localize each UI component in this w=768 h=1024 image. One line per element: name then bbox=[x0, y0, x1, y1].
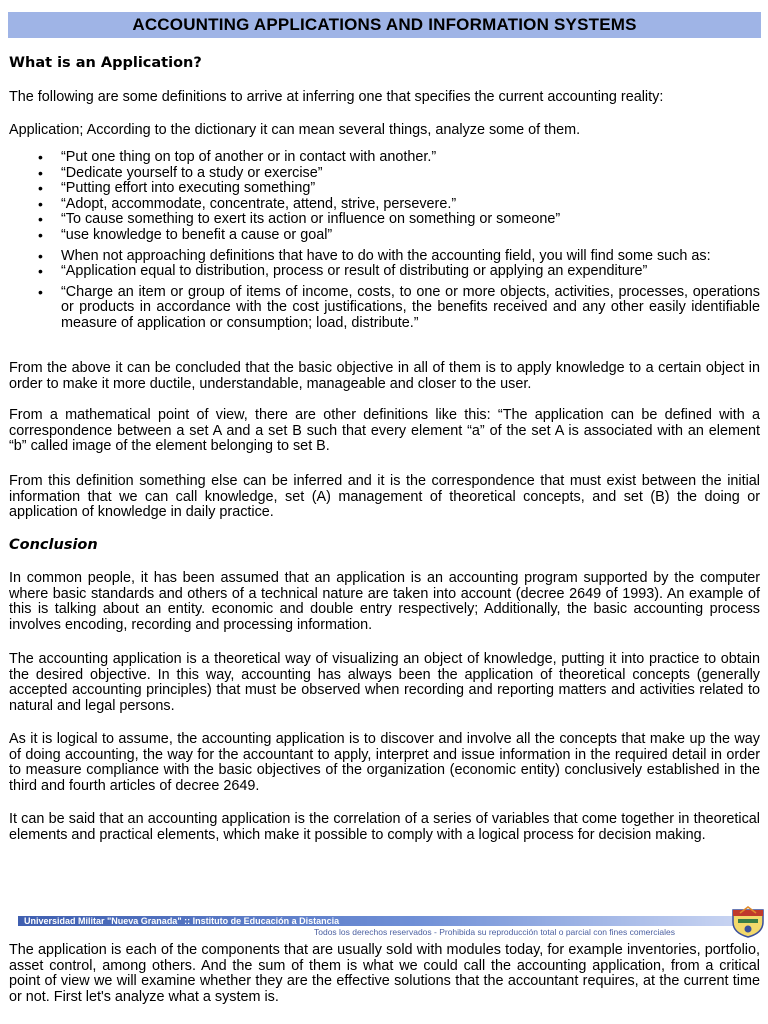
list-item-text: “Application equal to distribution, process or result of distributing or applying an expenditure” bbox=[61, 263, 648, 280]
common-paragraph: In common people, it has been assumed that an application is an accounting program supported by the computer where basic standards and others of a technical nature are taken into account (decree 2649 of 1993). An example of this is talking about an entity. economic and double entry respectively; Additionally, the basic accounting process involves encoding, recording and processing information. bbox=[9, 570, 760, 633]
bullet-icon: • bbox=[38, 180, 43, 197]
infer-paragraph: From this definition something else can be inferred and it is the correspondence that must exist between the initial information that we can call knowledge, set (A) management of theoretical concepts, and set (B) the doing or application of knowledge in daily practice. bbox=[9, 473, 760, 521]
bullet-icon: • bbox=[38, 149, 43, 165]
list-item-text: “Adopt, accommodate, concentrate, attend, strive, persevere.” bbox=[61, 195, 457, 212]
bullet-icon: • bbox=[38, 226, 43, 243]
intro-paragraph: The following are some definitions to arrive at inferring one that specifies the current accounting reality: bbox=[9, 89, 664, 105]
definition-list bbox=[0, 150, 760, 332]
list-item bbox=[0, 264, 760, 280]
list-item-text: “use knowledge to benefit a cause or goal” bbox=[61, 226, 333, 243]
list-item bbox=[0, 249, 760, 265]
footer-strip: Universidad Militar "Nueva Granada" :: Instituto de Educación a Distancia bbox=[18, 916, 736, 926]
list-item-text: “Put one thing on top of another or in contact with another.” bbox=[61, 149, 437, 165]
list-item bbox=[0, 166, 760, 182]
logical-paragraph: As it is logical to assume, the accounting application is to discover and involve all the concepts that make up the way of doing accounting, the way for the accountant to apply, interpret and issue information in the required detail in order to measure compliance with the basic objectives of the organization (economic entity) conclusively established in the third and fourth articles of decree 2649. bbox=[9, 731, 760, 794]
bullet-icon: • bbox=[38, 263, 43, 280]
list-item-text: When not approaching definitions that have to do with the accounting field, you will find some such as: bbox=[61, 247, 711, 264]
list-item bbox=[0, 181, 760, 197]
heading-conclusion: Conclusion bbox=[9, 537, 98, 553]
list-item-text: “Putting effort into executing something” bbox=[61, 180, 316, 197]
institution-footer bbox=[18, 912, 753, 938]
list-item-text: “Charge an item or group of items of income, costs, to one or more objects, activities, processes, operations or products in accordance with the cost justifications, the benefits received and any other easily identifiable measure of application or consumption; load, distribute.” bbox=[61, 283, 760, 331]
bullet-icon: • bbox=[38, 247, 43, 264]
heading-what-is-application: What is an Application? bbox=[9, 55, 202, 71]
list-item bbox=[0, 228, 760, 244]
conclude-paragraph: From the above it can be concluded that the basic objective in all of them is to apply knowledge to a certain object in order to make it more ductile, understandable, manageable and closer to the user. bbox=[9, 360, 760, 392]
dictionary-paragraph: Application; According to the dictionary it can mean several things, analyze some of them. bbox=[9, 122, 581, 138]
list-item-text: “Dedicate yourself to a study or exercise” bbox=[61, 164, 323, 181]
footer-rights-text: Todos los derechos reservados - Prohibida su reproducción total o parcial con fines comerciales bbox=[314, 927, 675, 937]
list-item bbox=[0, 285, 760, 332]
list-item bbox=[0, 150, 760, 166]
list-item bbox=[0, 197, 760, 213]
bullet-icon: • bbox=[38, 195, 43, 212]
modules-paragraph: The application is each of the components that are usually sold with modules today, for example inventories, portfolio, asset control, among others. And the sum of them is what we could call the accounting application, from a critical point of view we will examine whether they are the effective solutions that the accountant requires, at the current time or not. First let's analyze what a system is. bbox=[9, 942, 760, 1005]
bullet-icon: • bbox=[38, 211, 43, 228]
document-title: ACCOUNTING APPLICATIONS AND INFORMATION SYSTEMS bbox=[8, 12, 761, 38]
theoretical-paragraph: The accounting application is a theoretical way of visualizing an object of knowledge, putting it into practice to obtain the desired objective. In this way, accounting has always been the application of theoretical concepts (generally accepted accounting principles) that must be observed when recording and reporting matters and activities related to natural and legal persons. bbox=[9, 651, 760, 714]
university-seal-icon bbox=[730, 904, 766, 938]
list-item bbox=[0, 212, 760, 228]
bullet-icon: • bbox=[38, 283, 43, 300]
correlation-paragraph: It can be said that an accounting application is the correlation of a series of variables that come together in theoretical elements and practical elements, which make it possible to comply with a logical process for decision making. bbox=[9, 811, 760, 843]
bullet-icon: • bbox=[38, 164, 43, 181]
list-item-text: “To cause something to exert its action or influence on something or someone” bbox=[61, 211, 561, 228]
math-paragraph: From a mathematical point of view, there are other definitions like this: “The application can be defined with a correspondence between a set A and a set B such that every element “a” of the set A is associated with an element “b” called image of the element belonging to set B. bbox=[9, 407, 760, 455]
